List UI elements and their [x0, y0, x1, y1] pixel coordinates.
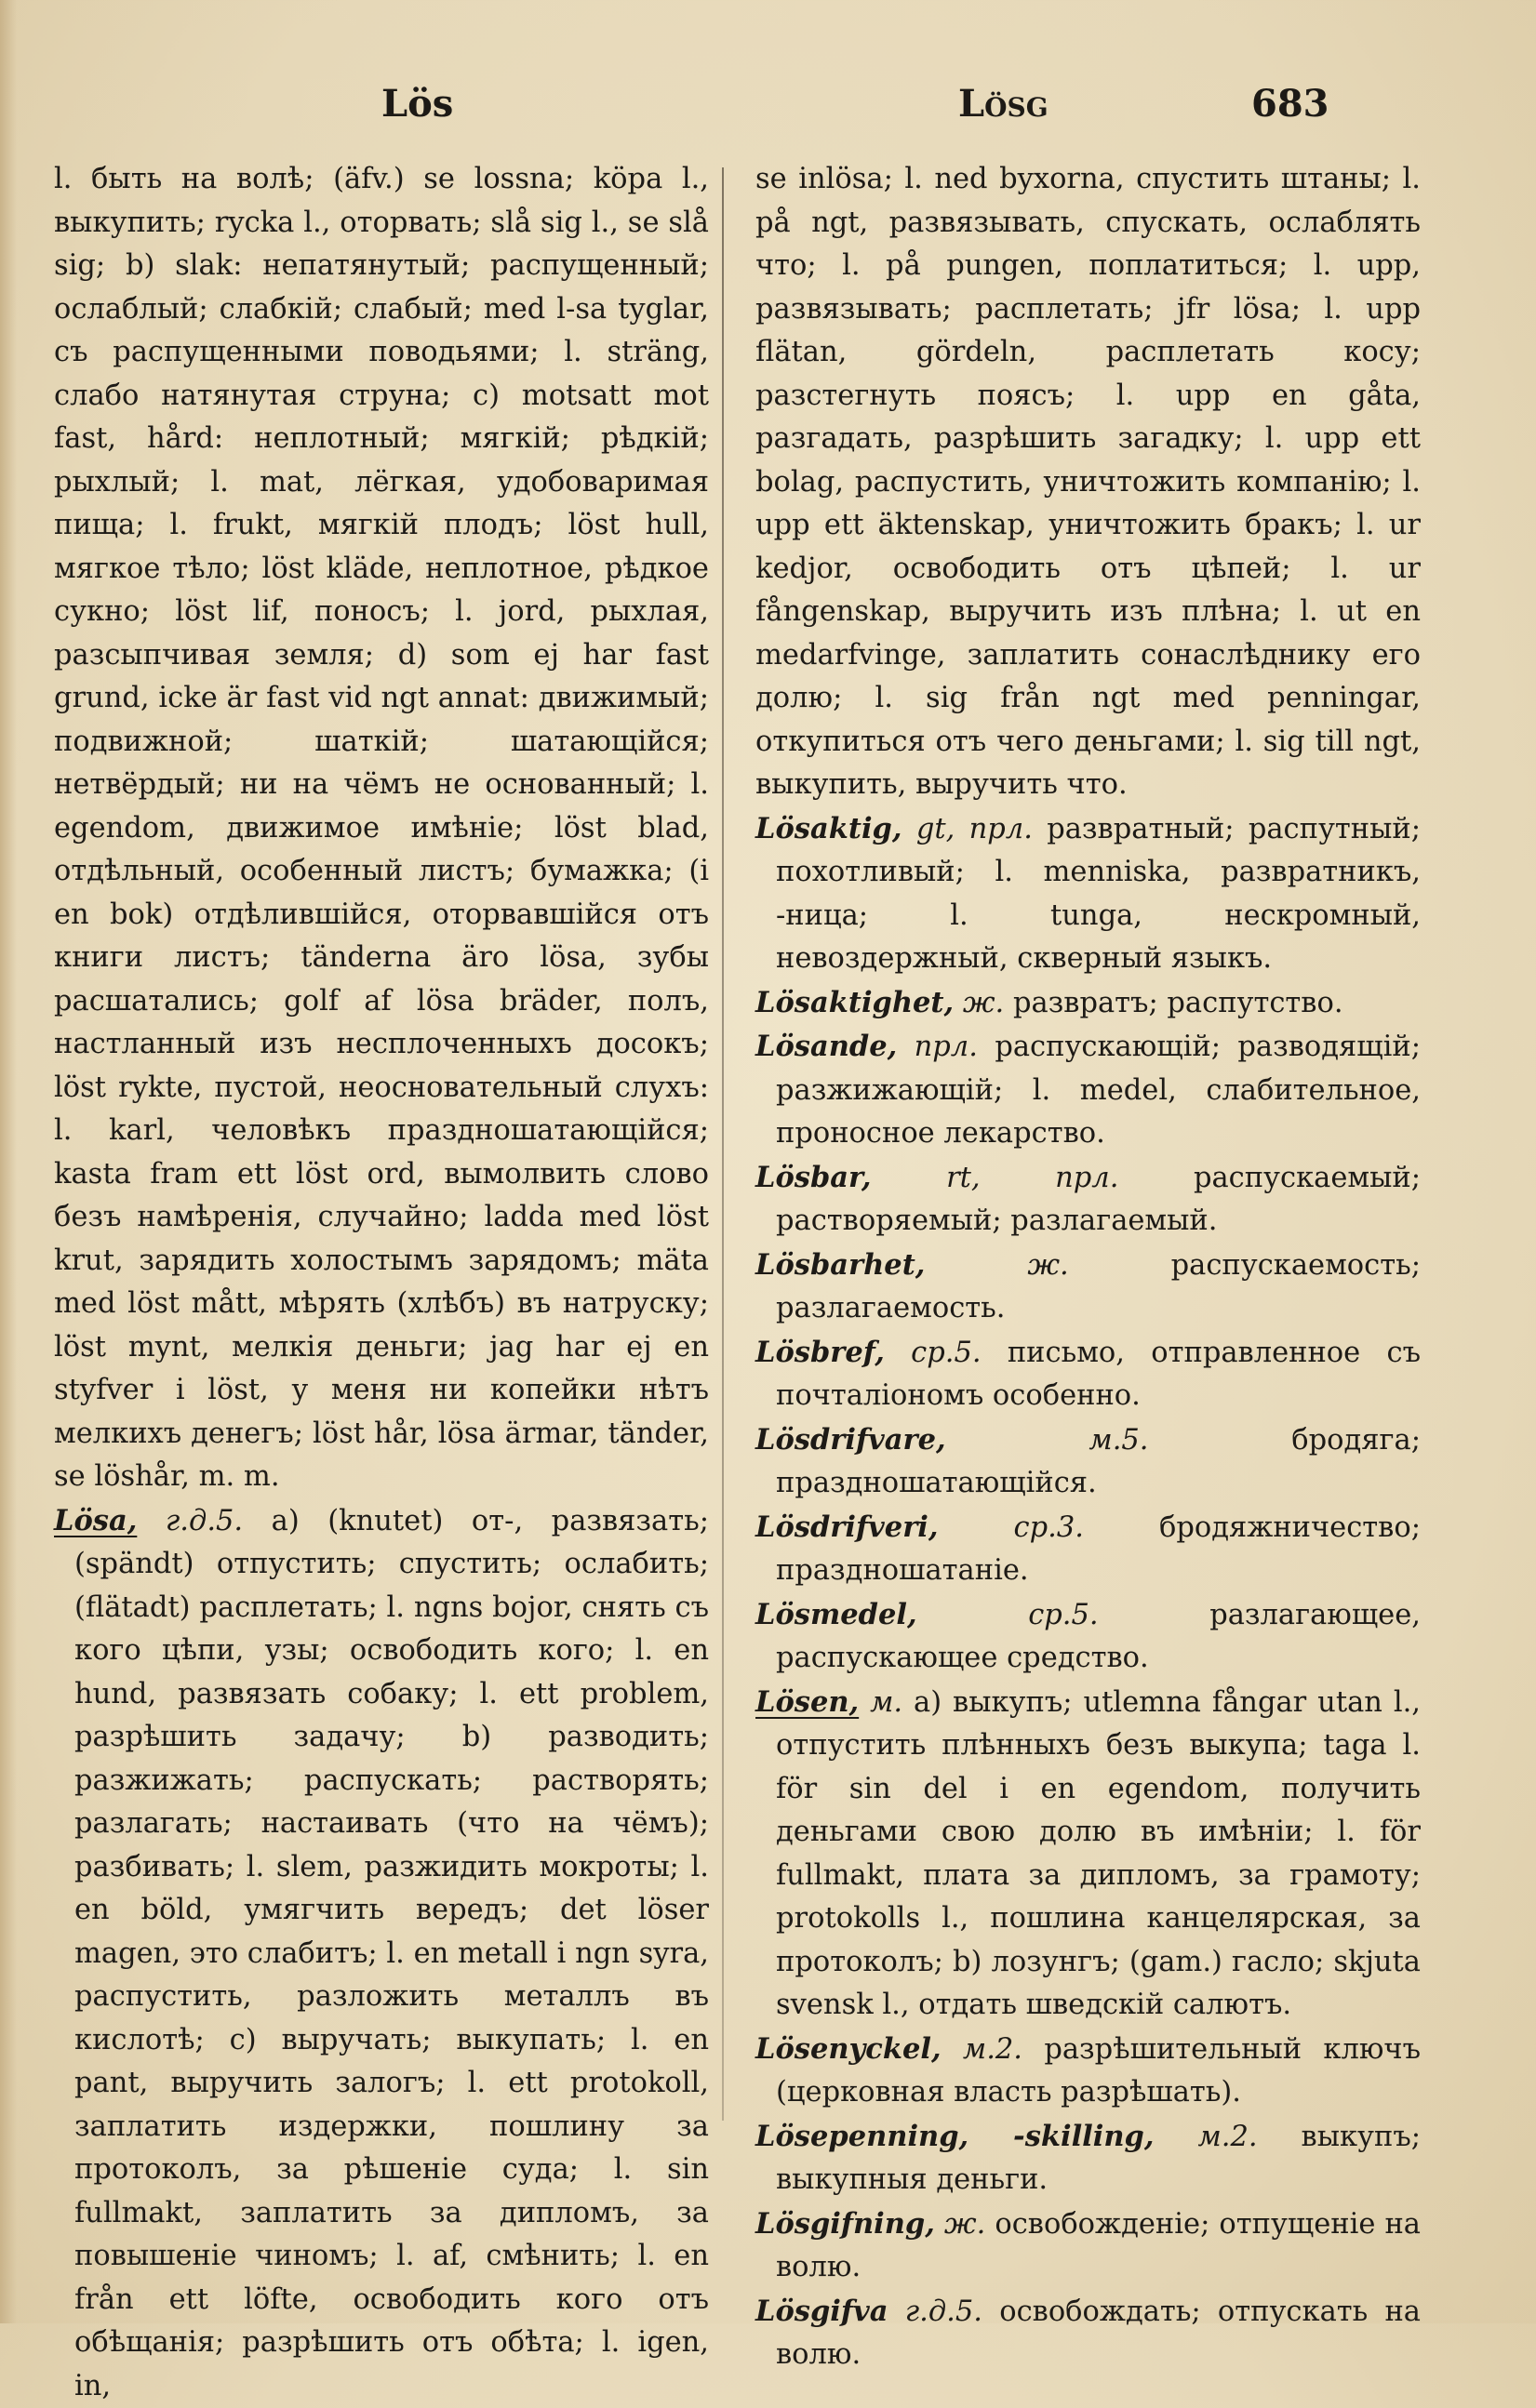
dictionary-entry — [755, 1244, 1421, 1331]
entry-headword: Lösgifva — [755, 2295, 888, 2328]
dictionary-entry — [755, 981, 1421, 1026]
entry-grammar: м.5. — [1089, 1424, 1148, 1457]
entry-grammar: г.д.5. — [166, 1505, 243, 1537]
left-column — [54, 158, 709, 2408]
entry-body: a) выкупъ; utlemna fångar utan l., отпустить плѣнныхъ безъ выкупа; taga l. för sin del i en egendom, получить деньгами свою долю въ имѣніи; l. för fullmakt, плата за дипломъ, за грамоту; protokolls l., пошлина канцелярская, за протоколъ; b) лозунгъ; (gam.) гасло; skjuta svensk l., отдать шведскій салютъ. — [776, 1686, 1421, 2022]
entry-body: a) (knutet) от-, развязать; (spändt) отпустить; спустить; ослабить; (flätadt) расплетать; l. ngns bojor, снять съ кого цѣпи, узы; освободить кого; l. en hund, развязать собаку; l. ett problem, разрѣшить задачу; b) разводить; разжижать; распускать; растворять; разлагать; настаивать (что на чёмъ); разбивать; l. slem, разжидить мокроты; l. en böld, умягчить вередъ; det löser magen, это слабитъ; l. en metall i ngn syra, распустить, разложить металлъ въ кислотѣ; c) выручать; выкупать; l. en pant, выручить залогъ; l. ett protokoll, заплатить издержки, пошлину за протоколъ, за рѣшеніе суда; l. sin fullmakt, заплатить за дипломъ, за повышеніе чиномъ; l. af, смѣнить; l. en från ett löfte, освободить кого отъ обѣщанія; разрѣшить отъ обѣта; l. igen, in, — [74, 1505, 709, 2402]
entry-grammar: ср.3. — [1014, 1511, 1084, 1544]
right-column — [755, 158, 1421, 2377]
entry-body: бродяжничество; праздношатаніе. — [776, 1511, 1421, 1588]
entry-headword: Lösenyckel, — [755, 2032, 942, 2066]
entry-headword: Lösande, — [755, 1030, 897, 1063]
entry-body: бродяга; праздношатающійся. — [776, 1424, 1421, 1500]
entry-body: разрѣшительный ключъ (церковная власть разрѣшать). — [776, 2033, 1421, 2109]
entry-grammar: ж. — [944, 2208, 985, 2241]
left-guide-word: Lös — [381, 82, 453, 126]
entry-headword: Lösa, — [54, 1504, 137, 1537]
dictionary-entry — [755, 2202, 1421, 2290]
dictionary-entry — [755, 1331, 1421, 1418]
entry-headword: Lösaktighet, — [755, 986, 954, 1019]
dictionary-entry — [755, 1506, 1421, 1593]
entry-grammar: г.д.5. — [905, 2295, 982, 2328]
entry-body: распускаемый; растворяемый; разлагаемый. — [776, 1162, 1421, 1238]
entry-headword: Lösbarhet, — [755, 1248, 925, 1282]
entry-headword: Lösen, — [755, 1685, 859, 1719]
dictionary-entry-losa — [54, 1499, 709, 2408]
entry-grammar: м. — [870, 1686, 902, 1719]
entry-headword: Lösdrifvare, — [755, 1423, 946, 1457]
entry-body: письмо, отправленное съ почталіономъ особенно. — [776, 1337, 1421, 1413]
page-edge-shadow — [0, 0, 17, 2323]
entry-grammar: м.2. — [963, 2033, 1022, 2066]
entry-body: выкупъ; выкупныя деньги. — [776, 2121, 1421, 2197]
right-guide-word: Lösg — [958, 82, 1048, 126]
page-number: 683 — [1251, 82, 1329, 126]
entry-headword: Lösaktig, — [755, 812, 902, 845]
entry-body: развратный; распутный; похотливый; l. menniska, развратникъ, -ница; l. tunga, нескромный, невоздержный, скверный языкъ. — [776, 813, 1421, 976]
entry-headword: Lösmedel, — [755, 1598, 917, 1631]
dictionary-entry — [755, 2115, 1421, 2202]
dictionary-entry — [755, 2028, 1421, 2115]
entry-headword: Lösdrifveri, — [755, 1510, 938, 1544]
entry-body: распускающій; разводящій; разжижающій; l. medel, слабительное, проносное лекарство. — [776, 1031, 1421, 1150]
dictionary-entry — [755, 1593, 1421, 1681]
dictionary-entry — [755, 1156, 1421, 1244]
entry-grammar: ж. — [1027, 1249, 1068, 1282]
entry-headword: Lösepenning, -skilling, — [755, 2120, 1154, 2153]
column-divider — [722, 167, 724, 2121]
entry-grammar: ср.5. — [1028, 1599, 1098, 1631]
entry-body: распускаемость; разлагаемость. — [776, 1249, 1421, 1325]
entry-grammar: м.2. — [1197, 2121, 1257, 2153]
dictionary-entry — [755, 807, 1421, 981]
entry-body: развратъ; распутство. — [1013, 987, 1343, 1019]
entry-headword: Lösbar, — [755, 1161, 872, 1194]
entry-grammar: прл. — [915, 1031, 978, 1063]
entry-list — [755, 807, 1421, 2377]
running-header — [0, 82, 1536, 138]
entry-headword: Lösgifning, — [755, 2207, 935, 2241]
entry-body: освобожденіе; отпущеніе на волю. — [776, 2208, 1421, 2284]
continuation-paragraph: se inlösa; l. ned byxorna, спустить штаны; l. på ngt, развязывать, спускать, ослаблять что; l. på pungen, поплатиться; l. upp, развязывать; расплетать; jfr lösa; l. upp flätan, gördeln, расплетать косу; разстегнуть поясъ; l. upp en gåta, разгадать, разрѣшить загадку; l. upp ett bolag, распустить, уничтожить компанію; l. upp ett äktenskap, уничтожить бракъ; l. ur kedjor, освободить отъ цѣпей; l. ur fångenskap, выручить изъ плѣна; l. ut en medarfvinge, заплатить сонаслѣднику его долю; l. sig från ngt med penningar, откупиться отъ чего деньгами; l. sig till ngt, выкупить, выручить что. — [755, 158, 1421, 807]
entry-grammar: ж. — [963, 987, 1004, 1019]
entry-grammar: ср.5. — [911, 1337, 981, 1369]
dictionary-entry — [755, 1025, 1421, 1156]
dictionary-entry — [755, 1418, 1421, 1506]
dictionary-entry — [755, 2290, 1421, 2377]
continuation-paragraph: l. быть на волѣ; (äfv.) se lossna; köpa l., выкупить; rycka l., оторвать; slå sig l., se slå sig; b) slak: непатянутый; распущенный; ослаблый; слабкій; слабый; med l-sa tyglar, съ распущенными поводьями; l. sträng, слабо натянутая струна; c) motsatt mot fast, hård: неплотный; мягкій; рѣдкій; рыхлый; l. mat, лёгкая, удобоваримая пища; l. frukt, мягкій плодъ; löst hull, мягкое тѣло; löst kläde, неплотное, рѣдкое сукно; löst lif, поносъ; l. jord, рыхлая, разсыпчивая земля; d) som ej har fast grund, icke är fast vid ngt annat: движимый; подвижной; шаткій; шатающійся; нетвёрдый; ни на чёмъ не основанный; l. egendom, движимое имѣніе; löst blad, отдѣльный, особенный листъ; бумажка; (i en bok) отдѣлившійся, оторвавшійся отъ книги листъ; tänderna äro lösa, зубы расшатались; golf af lösa bräder, полъ, настланный изъ несплоченныхъ досокъ; löst rykte, пустой, неосновательный слухъ: l. karl, человѣкъ праздношатающійся; kasta fram ett löst ord, вымолвить слово безъ намѣренія, случайно; ladda med löst krut, зарядить холостымъ зарядомъ; mäta med löst mått, мѣрять (хлѣбъ) въ натруску; löst mynt, мелкія деньги; jag har ej en styfver i löst, у меня ни копейки нѣтъ мелкихъ денегъ; löst hår, lösa ärmar, tänder, se löshår, m. m. — [54, 158, 709, 1499]
entry-grammar: gt, прл. — [916, 813, 1033, 845]
entry-body: разлагающее, распускающее средство. — [776, 1599, 1421, 1675]
entry-grammar: rt, прл. — [946, 1162, 1118, 1194]
dictionary-entry — [755, 1681, 1421, 2028]
entry-headword: Lösbref, — [755, 1336, 885, 1369]
entry-body: освобождать; отпускать на волю. — [776, 2295, 1421, 2372]
